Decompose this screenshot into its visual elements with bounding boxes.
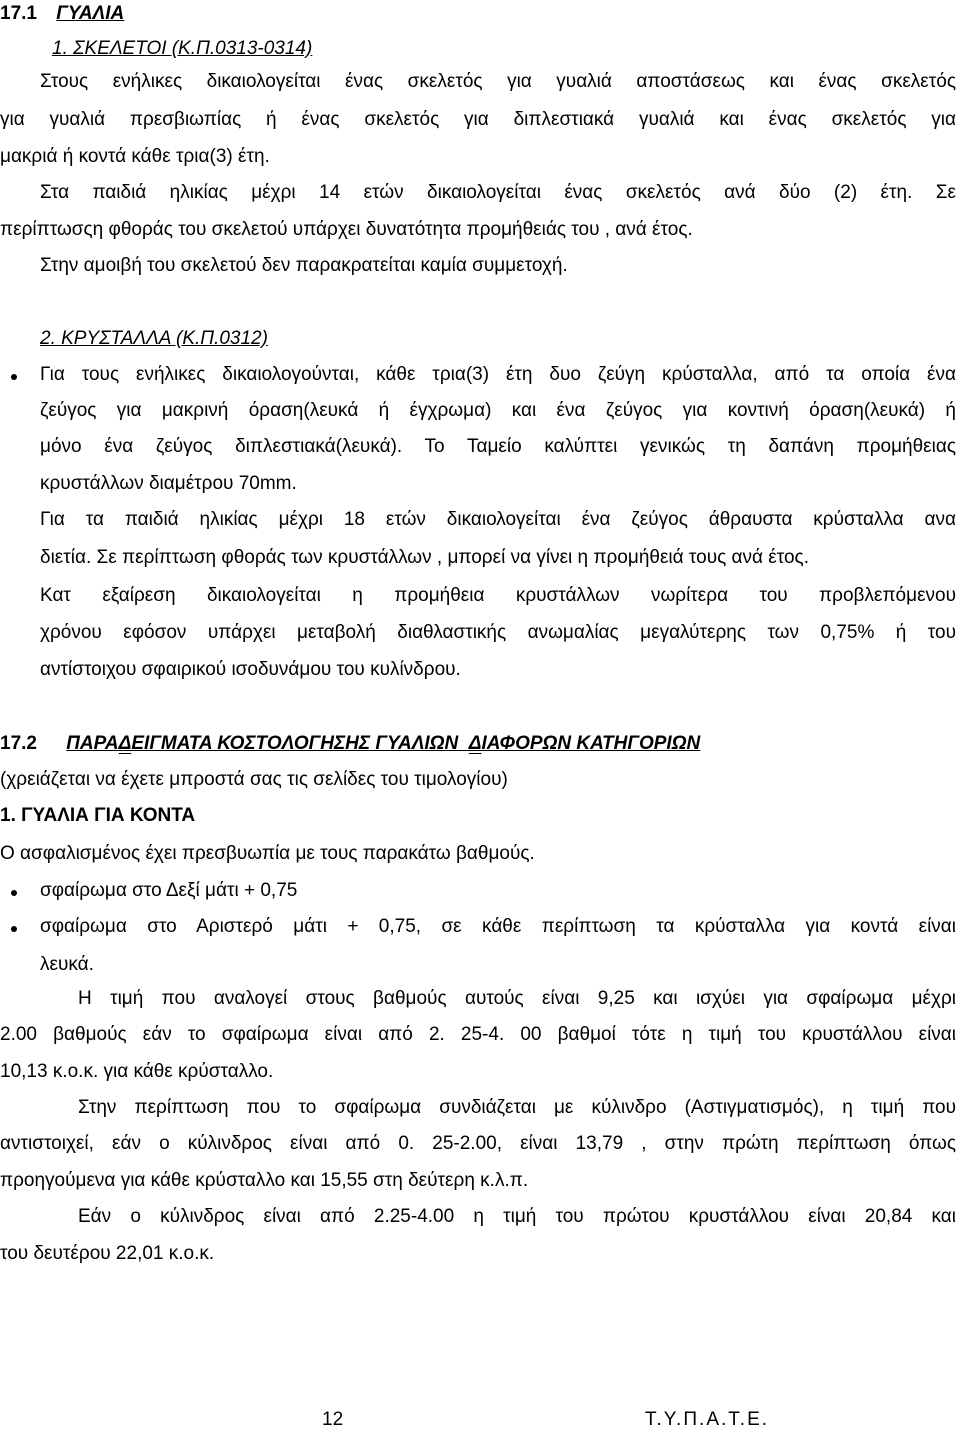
section-heading-17-1: [0, 2, 124, 26]
subsection-heading: 1. ΓΥΑΛΙΑ ΓΙΑ ΚΟΝΤΑ: [0, 805, 196, 826]
lenses-heading: 2. ΚΡΥΣΤΑΛΛΑ (Κ.Π.0312): [40, 328, 268, 349]
price-p1-line2: 2.00 βαθμούς εάν το σφαίρωμα είναι από 2. 25-4. 00 βαθμοί τότε η τιμή του κρυστάλλου είναι: [0, 1024, 956, 1045]
intro-text: Ο ασφαλισμένος έχει πρεσβυωπία με τους παρακάτω βαθμούς.: [0, 843, 535, 864]
section-number: 17.1: [0, 3, 37, 24]
lenses-p2-line1: Για τα παιδιά ηλικίας μέχρι 18 ετών δικαιολογείται ένα ζεύγος άθραυστα κρύσταλλα ανα: [40, 509, 956, 530]
price-p2-line1: Στην περίπτωση που το σφαίρωμα συνδιάζεται με κύλινδρο (Αστιγματισμός), η τιμή που: [78, 1097, 956, 1118]
lenses-p1-line1: Για τους ενήλικες δικαιολογούνται, κάθε τρια(3) έτη δυο ζεύγη κρύσταλλα, από τα οποία ένα: [40, 364, 956, 385]
footer-organization: Τ.Υ.Π.Α.Τ.Ε.: [645, 1409, 770, 1430]
price-p3-line2: του δευτέρου 22,01 κ.ο.κ.: [0, 1243, 215, 1264]
frames-p1-line3: μακριά ή κοντά κάθε τρια(3) έτη.: [0, 146, 270, 167]
price-p2-line2: αντιστοιχεί, εάν ο κύλινδρος είναι από 0. 25-2.00, είναι 13,79 , στην πρώτη περίπτωση όπως: [0, 1133, 956, 1154]
lenses-p1-line4: κρυστάλλων διαμέτρου 70mm.: [40, 473, 297, 494]
bullet-icon: [11, 890, 17, 896]
page-number: 12: [322, 1409, 344, 1430]
frames-p2-line1: Στα παιδιά ηλικίας μέχρι 14 ετών δικαιολογείται ένας σκελετός ανά δύο (2) έτη. Σε: [40, 182, 956, 203]
lenses-p2-line2: διετία. Σε περίπτωση φθοράς των κρυστάλλων , μπορεί να γίνει η προμήθειά τους ανά έτος.: [40, 547, 809, 568]
section-heading-17-2: [0, 732, 700, 756]
section-number: 17.2: [0, 733, 37, 754]
bullet-right-eye: σφαίρωμα στο Δεξί μάτι + 0,75: [40, 880, 298, 901]
frames-p1-line1: Στους ενήλικες δικαιολογείται ένας σκελετός για γυαλιά αποστάσεως και ένας σκελετός: [40, 71, 956, 92]
price-p3-line1: Εάν ο κύλινδρος είναι από 2.25-4.00 η τιμή του πρώτου κρυστάλλου είναι 20,84 και: [78, 1206, 956, 1227]
price-p2-line3: προηγούμενα για κάθε κρύσταλλο και 15,55 στη δεύτερη κ.λ.π.: [0, 1170, 529, 1191]
lenses-p1-line2: ζεύγος για μακρινή όραση(λευκά ή έγχρωμα) και ένα ζεύγος για κοντινή όραση(λευκά) ή: [40, 400, 956, 421]
bullet-left-eye-line1: σφαίρωμα στο Αριστερό μάτι + 0,75, σε κάθε περίπτωση τα κρύσταλλα για κοντά είναι: [40, 916, 956, 937]
bullet-left-eye-line2: λευκά.: [40, 954, 94, 975]
bullet-icon: [11, 926, 17, 932]
frames-heading: 1. ΣΚΕΛΕΤΟΙ (Κ.Π.0313-0314): [52, 38, 313, 59]
lenses-p3-line2: χρόνου εφόσον υπάρχει μεταβολή διαθλαστικής ανωμαλίας μεγαλύτερης των 0,75% ή του: [40, 622, 956, 643]
lenses-p3-line3: αντίστοιχου σφαιρικού ισοδυνάμου του κυλίνδρου.: [40, 659, 461, 680]
price-p1-line1: Η τιμή που αναλογεί στους βαθμούς αυτούς είναι 9,25 και ισχύει για σφαίρωμα μέχρι: [78, 988, 956, 1009]
section-title: ΠΑΡΑΔΕΙΓΜΑΤΑ ΚΟΣΤΟΛΟΓΗΣΗΣ ΓΥΑΛΙΩΝ ΔΙΑΦΟΡΩΝ ΚΑΤΗΓΟΡΙΩΝ: [66, 733, 701, 754]
lenses-p3-line1: Κατ εξαίρεση δικαιολογείται η προμήθεια κρυστάλλων νωρίτερα του προβλεπόμενου: [40, 585, 956, 606]
frames-p1-line2: για γυαλιά πρεσβιωπίας ή ένας σκελετός για διπλεστιακά γυαλιά και ένας σκελετός για: [0, 109, 956, 130]
bullet-icon: [11, 374, 17, 380]
section-title: ΓΥΑΛΙΑ: [56, 3, 125, 24]
frames-p2-line3: Στην αμοιβή του σκελετού δεν παρακρατείται καμία συμμετοχή.: [40, 255, 568, 276]
frames-p2-line2: περίπτωσςη φθοράς του σκελετού υπάρχει δυνατότητα προμήθειάς του , ανά έτος.: [0, 219, 693, 240]
pricing-note: (χρειάζεται να έχετε μπροστά σας τις σελίδες του τιμολογίου): [0, 769, 508, 790]
lenses-p1-line3: μόνο ένα ζεύγος διπλεστιακά(λευκά). Το Ταμείο καλύπτει γενικώς τη δαπάνη προμήθειας: [40, 436, 956, 457]
price-p1-line3: 10,13 κ.ο.κ. για κάθε κρύσταλλο.: [0, 1061, 274, 1082]
